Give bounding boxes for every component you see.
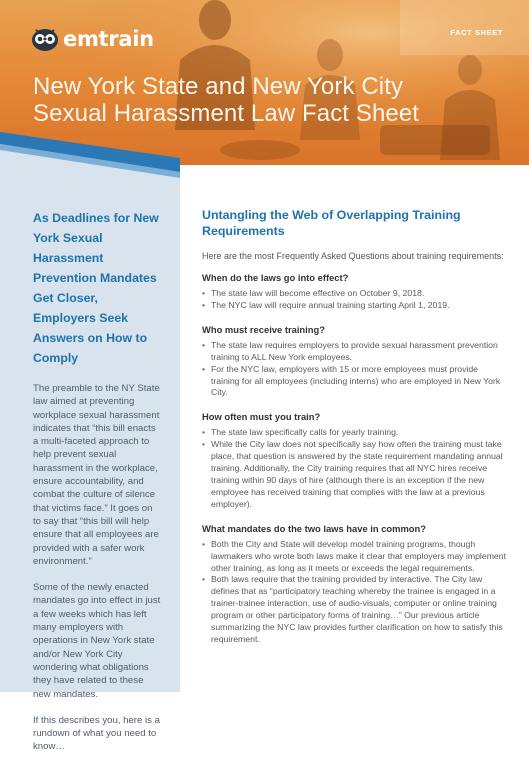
main-content bbox=[202, 207, 507, 658]
faq-answer: • The state law requires employers to provide sexual harassment prevention training to ALL New York employees. bbox=[202, 340, 507, 364]
faq-answer: • For the NYC law, employers with 15 or more employees must provide training for all employees (including interns) who are employed in New York City. bbox=[202, 364, 507, 400]
faq-question: Who must receive training? bbox=[202, 323, 325, 335]
sidebar bbox=[33, 208, 161, 767]
logo-mascot-icon bbox=[30, 26, 60, 52]
faq-answer-list bbox=[202, 427, 507, 510]
logo-text: emtrain bbox=[63, 27, 154, 51]
sidebar-paragraph: The preamble to the NY State law aimed at preventing workplace sexual harassment indicates that “this bill enacts a multi-faceted approach to help prevent sexual harassment in the workplace, ensure accountability, and combat the culture of silence that victims face.” It goes on to say that “this bill will help ensure that all employees are provided with a safer work environment.” bbox=[33, 383, 160, 567]
page-title bbox=[33, 73, 503, 127]
decorative-ribbon bbox=[0, 120, 529, 180]
sidebar-paragraph: If this describes you, here is a rundown of what you need to know… bbox=[33, 714, 160, 753]
sidebar-paragraph: Some of the newly enacted mandates go into effect in just a few weeks which has left many employers with operations in New York state and/or New York City wondering what obligations they have related to these new mandates. bbox=[33, 582, 161, 700]
faq-answer: • Both laws require that the training provided by interactive. The City law defines that as “participatory teaching whereby the trainee is engaged in a trainer-trainee interaction, use of audio-visuals, computer or online training program or other participatory forms of training…” Our previous article summarizing the NYC law provides further clarification on how to satisfy this requirement. bbox=[202, 574, 507, 645]
faq-answer-list bbox=[202, 539, 507, 646]
faq-question: How often must you train? bbox=[202, 411, 321, 423]
faq-answer-list bbox=[202, 288, 507, 312]
main-heading: Untangling the Web of Overlapping Training Requirements bbox=[202, 208, 461, 238]
intro-text: Here are the most Frequently Asked Questions about training requirements: bbox=[202, 251, 504, 261]
faq-question: What mandates do the two laws have in common? bbox=[202, 522, 426, 534]
fact-sheet-label: FACT SHEET bbox=[450, 28, 503, 37]
title-line: Sexual Harassment Law Fact Sheet bbox=[33, 100, 420, 127]
emtrain-logo bbox=[30, 26, 154, 52]
title-line: New York State and New York City bbox=[33, 73, 404, 100]
faq-answer: • Both the City and State will develop model training programs, though lawmakers who wrote both laws make it clear that employers may implement other training, as long as it meets or exceeds the legal requirements. bbox=[202, 539, 507, 575]
faq-answer: • While the City law does not specifically say how often the training must take place, that question is answered by the state requirement mandating annual training. Additionally, the City training requires that all NYC hires receive training within 90 days of hire (although there is an exception if the new employee has received training that complies with the law at a previous employer). bbox=[202, 439, 507, 510]
sidebar-heading: As Deadlines for New York Sexual Harassment Prevention Mandates Get Closer, Employers Seek Answers on How to Comply bbox=[33, 211, 159, 365]
faq-answer-list bbox=[202, 340, 507, 400]
faq-answer: • The NYC law will require annual training starting April 1, 2019. bbox=[202, 300, 507, 312]
faq-answer: • The state law specifically calls for yearly training. bbox=[202, 427, 507, 439]
faq-question: When do the laws go into effect? bbox=[202, 272, 349, 283]
faq-answer: • The state law will become effective on October 9, 2018. bbox=[202, 288, 507, 300]
